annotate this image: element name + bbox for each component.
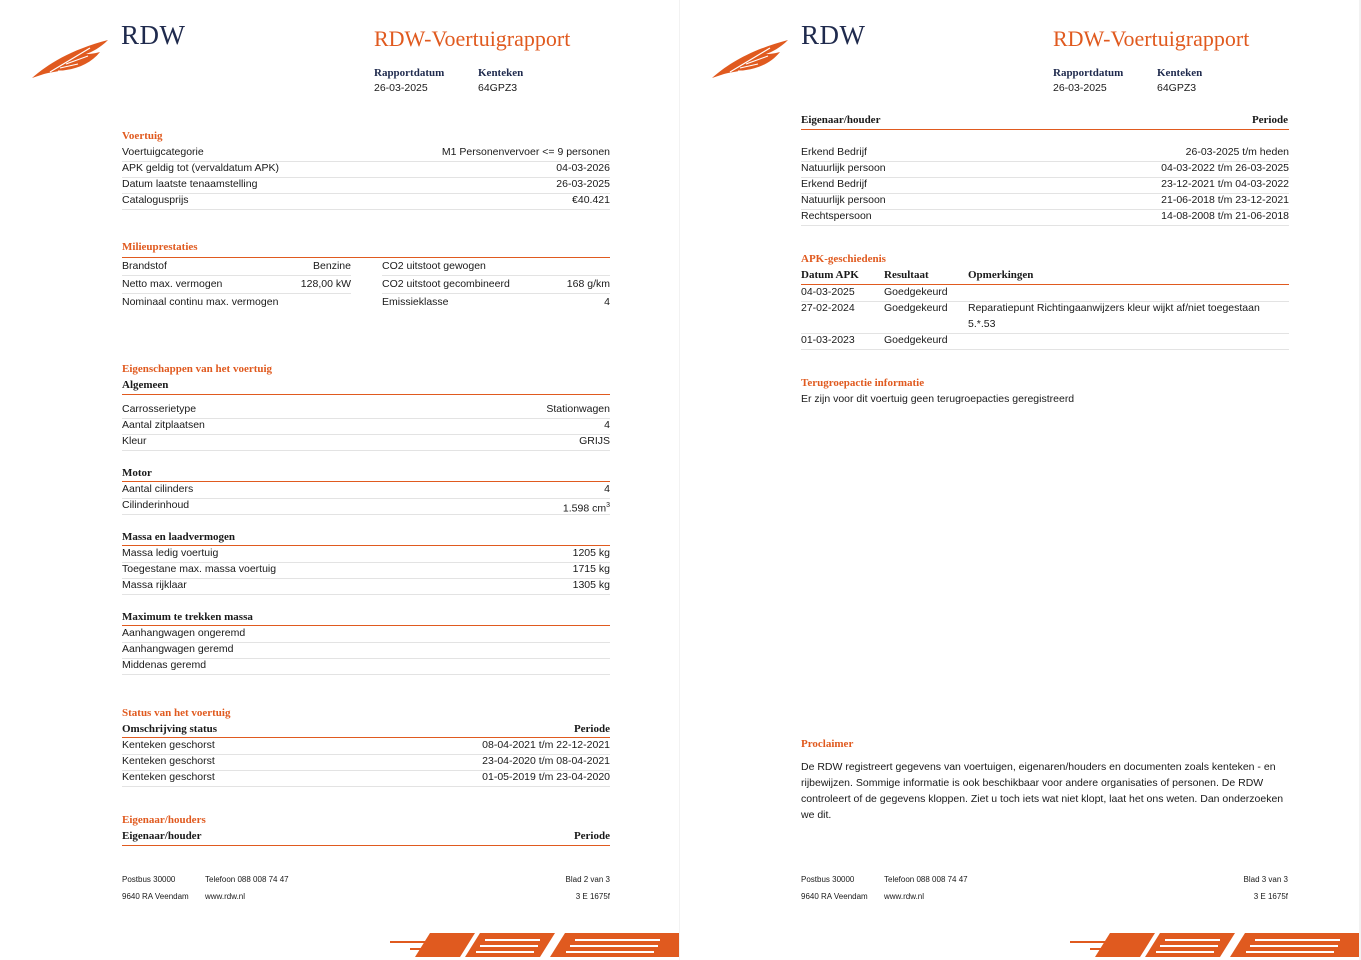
rapportdatum-label: Rapportdatum (1053, 67, 1124, 79)
table-row (122, 642, 610, 659)
row-label: Aanhangwagen ongeremd (122, 627, 246, 639)
report-title: RDW-Voertuigrapport (1053, 26, 1250, 51)
section-eigenschappen-title: Eigenschappen van het voertuig (122, 363, 273, 375)
row-label: Cilinderinhoud (122, 499, 190, 511)
apk-datum: 01-03-2023 (801, 334, 855, 346)
proclaimer-line: De RDW registreert gegevens van voertuigen, eigenaren/houders en documenten zoals kenteken - en (801, 761, 1276, 773)
section-milieu-title: Milieuprestaties (122, 241, 198, 253)
row-label: Natuurlijk persoon (801, 194, 886, 206)
footer-code: 3 E 1675f (1253, 892, 1288, 901)
section-eigenaren-title: Eigenaar/houders (122, 814, 206, 826)
table-row (801, 333, 1289, 350)
row-label: Netto max. vermogen (122, 278, 223, 290)
kenteken-value: 64GPZ3 (1157, 82, 1197, 94)
divider (122, 394, 610, 395)
row-value: 04-03-2022 t/m 26-03-2025 (1161, 162, 1289, 174)
rapportdatum-value: 26-03-2025 (1053, 82, 1107, 94)
row-value: 23-04-2020 t/m 08-04-2021 (482, 755, 610, 767)
row-label: Toegestane max. massa voertuig (122, 563, 277, 575)
row-value: 4 (604, 296, 610, 308)
row-label: Datum laatste tenaamstelling (122, 178, 258, 190)
row-value: M1 Personenvervoer <= 9 personen (441, 146, 610, 158)
row-value: 168 g/km (566, 278, 610, 290)
footer-telefoon: Telefoon 088 008 74 47 (205, 875, 289, 884)
rdw-logo-text: RDW (801, 20, 866, 50)
row-value: 14-08-2008 t/m 21-06-2018 (1161, 210, 1289, 222)
table-row (122, 259, 351, 276)
table-row (122, 193, 610, 210)
subsection-trekken-title: Maximum te trekken massa (122, 611, 253, 623)
apk-col-resultaat: Resultaat (884, 269, 929, 281)
row-value: 1205 kg (572, 547, 610, 559)
row-label: Erkend Bedrijf (801, 178, 867, 190)
table-row (801, 177, 1289, 194)
apk-datum: 04-03-2025 (801, 286, 855, 298)
subsection-motor-title: Motor (122, 467, 152, 479)
table-row (801, 209, 1289, 226)
row-value: GRIJS (579, 435, 610, 447)
cilinderinhoud-value: 1.598 cm (562, 502, 607, 515)
row-value: Stationwagen (546, 403, 610, 415)
table-row (122, 626, 610, 643)
rdw-feather-logo-icon (30, 38, 110, 80)
row-label: Natuurlijk persoon (801, 162, 886, 174)
section-proclaimer-title: Proclaimer (801, 738, 854, 750)
footer-web: www.rdw.nl (205, 892, 246, 901)
report-page-3 (680, 0, 1359, 960)
row-value: 26-03-2025 t/m heden (1185, 146, 1289, 158)
row-value: 128,00 kW (300, 278, 351, 290)
subsection-massa-title: Massa en laadvermogen (122, 531, 236, 543)
row-label: Erkend Bedrijf (801, 146, 867, 158)
apk-resultaat: Goedgekeurd (884, 334, 948, 346)
apk-col-datum: Datum APK (801, 269, 859, 281)
row-label: CO2 uitstoot gecombineerd (382, 278, 510, 290)
apk-resultaat: Goedgekeurd (884, 302, 948, 314)
row-label: Aantal zitplaatsen (122, 419, 205, 431)
apk-col-opmerkingen: Opmerkingen (968, 269, 1034, 281)
proclaimer-line: controleert of de gegevens kloppen. Ziet u toch iets wat niet klopt, laat het ons weten. Dan onderzoeken (801, 793, 1284, 805)
row-value: 04-03-2026 (556, 162, 610, 174)
footer-blad: Blad 3 van 3 (1243, 875, 1288, 884)
section-status-title: Status van het voertuig (122, 707, 231, 719)
table-row (122, 145, 610, 162)
row-value: 1305 kg (572, 579, 610, 591)
row-label: Kenteken geschorst (122, 771, 215, 783)
footer-code: 3 E 1675f (575, 892, 610, 901)
apk-opmerking: Reparatiepunt Richtingaanwijzers kleur wijkt af/niet toegestaan (968, 302, 1260, 314)
row-label: Kenteken geschorst (122, 755, 215, 767)
footer-plaats: 9640 RA Veendam (122, 892, 189, 901)
row-label: Voertuigcategorie (122, 146, 204, 158)
rapportdatum-value: 26-03-2025 (374, 82, 428, 94)
status-col-periode: Periode (573, 723, 610, 735)
footer-stripes-icon (390, 930, 679, 960)
row-value: 01-05-2019 t/m 23-04-2020 (482, 771, 610, 783)
table-row (122, 738, 610, 755)
table-row (122, 770, 610, 787)
table-row (122, 546, 610, 563)
report-title: RDW-Voertuigrapport (374, 26, 571, 51)
table-row (122, 277, 351, 294)
apk-resultaat: Goedgekeurd (884, 286, 948, 298)
table-row (122, 482, 610, 499)
table-row (122, 754, 610, 771)
table-row (122, 562, 610, 579)
section-voertuig-title: Voertuig (122, 130, 163, 142)
table-row (122, 402, 610, 419)
footer-plaats: 9640 RA Veendam (801, 892, 868, 901)
row-value: 4 (604, 419, 610, 431)
row-label: CO2 uitstoot gewogen (382, 260, 486, 272)
row-value: 1715 kg (572, 563, 610, 575)
divider (122, 845, 610, 846)
apk-datum: 27-02-2024 (801, 302, 855, 314)
row-value: 08-04-2021 t/m 22-12-2021 (482, 739, 610, 751)
rdw-logo-text: RDW (121, 20, 186, 50)
apk-opmerking-code: 5.*.53 (968, 318, 996, 330)
row-label: Brandstof (122, 260, 167, 272)
row-value: €40.421 (572, 194, 610, 206)
footer-blad: Blad 2 van 3 (565, 875, 610, 884)
unit-superscript: 3 (606, 502, 610, 509)
table-row (382, 277, 610, 294)
row-value: Benzine (313, 260, 351, 272)
terugroep-text: Er zijn voor dit voertuig geen terugroepacties geregistreerd (801, 393, 1075, 405)
table-row (801, 145, 1289, 162)
table-row (122, 295, 351, 311)
proclaimer-line: we dit. (801, 809, 832, 821)
row-label: Rechtspersoon (801, 210, 872, 222)
row-value: 26-03-2025 (556, 178, 610, 190)
table-row (382, 259, 610, 276)
divider (122, 257, 610, 258)
table-row (122, 434, 610, 451)
row-value (563, 498, 610, 517)
row-label: Aanhangwagen geremd (122, 643, 234, 655)
eigenaren-col-houder: Eigenaar/houder (801, 114, 881, 126)
table-row (122, 418, 610, 435)
row-value: 4 (604, 483, 610, 495)
footer-web: www.rdw.nl (884, 892, 925, 901)
row-label: Nominaal continu max. vermogen (122, 296, 279, 308)
kenteken-label: Kenteken (1157, 67, 1203, 79)
rapportdatum-label: Rapportdatum (374, 67, 445, 79)
footer-stripes-icon (1070, 930, 1359, 960)
footer-postbus: Postbus 30000 (122, 875, 176, 884)
row-label: Aantal cilinders (122, 483, 194, 495)
table-row (122, 578, 610, 595)
row-label: Catalogusprijs (122, 194, 189, 206)
row-label: Massa ledig voertuig (122, 547, 219, 559)
subsection-algemeen-title: Algemeen (122, 379, 169, 391)
status-col-omschrijving: Omschrijving status (122, 723, 218, 735)
row-label: Carrosserietype (122, 403, 197, 415)
table-row (801, 161, 1289, 178)
row-label: Massa rijklaar (122, 579, 187, 591)
table-row (122, 161, 610, 178)
proclaimer-line: rijbewijzen. Sommige informatie is ook beschikbaar voor andere organisaties of personen. De RDW (801, 777, 1264, 789)
kenteken-label: Kenteken (478, 67, 524, 79)
row-label: Middenas geremd (122, 659, 207, 671)
table-row (801, 285, 1289, 302)
footer-telefoon: Telefoon 088 008 74 47 (884, 875, 968, 884)
table-row (122, 177, 610, 194)
table-row (801, 301, 1289, 334)
row-value: 21-06-2018 t/m 23-12-2021 (1161, 194, 1289, 206)
row-label: Kenteken geschorst (122, 739, 215, 751)
table-row (382, 295, 610, 311)
row-label: APK geldig tot (vervaldatum APK) (122, 162, 279, 174)
divider (801, 129, 1289, 130)
eigenaren-col-periode: Periode (1251, 114, 1288, 126)
table-row (801, 193, 1289, 210)
footer-postbus: Postbus 30000 (801, 875, 855, 884)
section-terugroep-title: Terugroepactie informatie (801, 377, 925, 389)
section-apk-title: APK-geschiedenis (801, 253, 886, 265)
row-value: 23-12-2021 t/m 04-03-2022 (1161, 178, 1289, 190)
eigenaren-col-periode: Periode (573, 830, 610, 842)
rdw-feather-logo-icon (710, 38, 790, 80)
eigenaren-col-houder: Eigenaar/houder (122, 830, 202, 842)
table-row (122, 658, 610, 675)
report-page-2 (0, 0, 679, 960)
row-label: Kleur (122, 435, 147, 447)
table-row (122, 498, 610, 515)
kenteken-value: 64GPZ3 (478, 82, 518, 94)
row-label: Emissieklasse (382, 296, 449, 308)
